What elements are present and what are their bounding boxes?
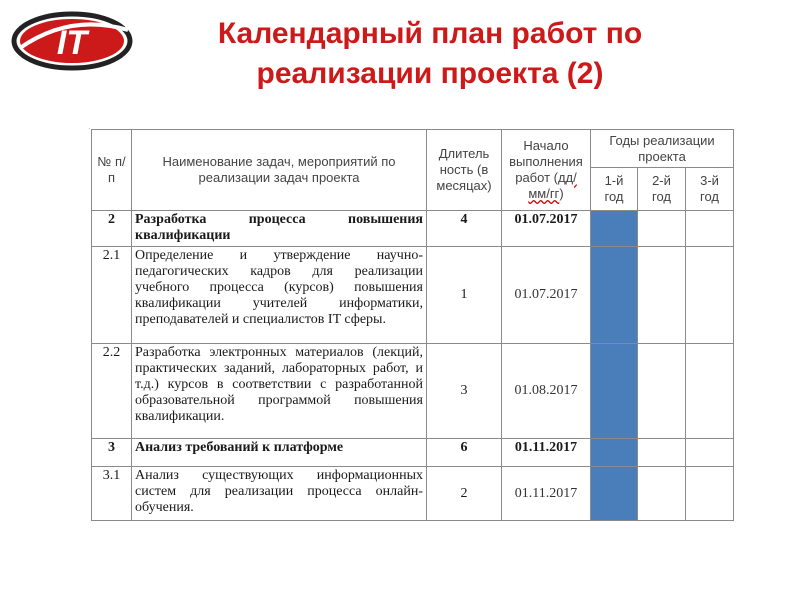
row-duration: 4 [427, 211, 502, 247]
row-num: 2.1 [92, 247, 132, 344]
row-year-2-cell [638, 344, 686, 439]
header-duration: Длитель ность (в месяцах) [427, 130, 502, 211]
header-year-1: 1-й год [591, 168, 638, 211]
row-duration: 1 [427, 247, 502, 344]
page-title-line-2: реализации проекта (2) [256, 57, 604, 90]
header-start-format: дд/мм/гг [528, 170, 577, 201]
row-num: 3 [92, 439, 132, 467]
row-year-2-cell [638, 467, 686, 521]
table-row [92, 467, 734, 521]
row-year-2-cell [638, 439, 686, 467]
header-year-3: 3-й год [686, 168, 734, 211]
row-name: Определение и утверждение научно-педагогических кадров для реализации учебного процесса (курсов) повышения квалификации учителей информатики, преподавателей и специалистов IT сферы. [132, 247, 427, 344]
row-start: 01.08.2017 [502, 344, 591, 439]
table-row [92, 439, 734, 467]
row-duration: 3 [427, 344, 502, 439]
table-anchor-mark: · [88, 124, 91, 133]
header-start-text: Начало выполнения работ ( [509, 138, 583, 185]
page-title-line-1: Календарный план работ по [217, 17, 643, 50]
page-title [150, 14, 710, 94]
table-row [92, 247, 734, 344]
header-start [502, 130, 591, 211]
row-start: 01.07.2017 [502, 211, 591, 247]
row-name: Разработка процесса повышения квалификации [132, 211, 427, 247]
row-year-1-cell [591, 467, 638, 521]
header-year-2: 2-й год [638, 168, 686, 211]
row-year-3-cell [686, 467, 734, 521]
row-duration: 2 [427, 467, 502, 521]
row-num: 3.1 [92, 467, 132, 521]
row-start: 01.11.2017 [502, 439, 591, 467]
header-num: № п/п [92, 130, 132, 211]
row-year-1-cell [591, 439, 638, 467]
header-years: Годы реализации проекта [591, 130, 734, 168]
table-row [92, 344, 734, 439]
row-num: 2.2 [92, 344, 132, 439]
row-year-2-cell [638, 247, 686, 344]
row-year-1-cell [591, 247, 638, 344]
row-duration: 6 [427, 439, 502, 467]
logo-text: IT [56, 24, 88, 62]
row-year-3-cell [686, 439, 734, 467]
work-plan-table [91, 129, 734, 521]
row-name: Анализ требований к платформе [132, 439, 427, 467]
table-row [92, 211, 734, 247]
row-start: 01.11.2017 [502, 467, 591, 521]
header-start-close: ) [559, 186, 564, 201]
row-year-1-cell [591, 344, 638, 439]
row-year-3-cell [686, 211, 734, 247]
row-start: 01.07.2017 [502, 247, 591, 344]
row-num: 2 [92, 211, 132, 247]
row-year-3-cell [686, 247, 734, 344]
header-name: Наименование задач, мероприятий по реализации задач проекта [132, 130, 427, 211]
row-name: Анализ существующих информационных систем для реализации процесса онлайн-обучения. [132, 467, 427, 521]
row-year-1-cell [591, 211, 638, 247]
row-year-3-cell [686, 344, 734, 439]
row-year-2-cell [638, 211, 686, 247]
it-logo [10, 8, 135, 73]
row-name: Разработка электронных материалов (лекций, практических заданий, лабораторных работ, и т.д.) курсов в соответствии с разработанной образовательной программой повышения квалификации. [132, 344, 427, 439]
